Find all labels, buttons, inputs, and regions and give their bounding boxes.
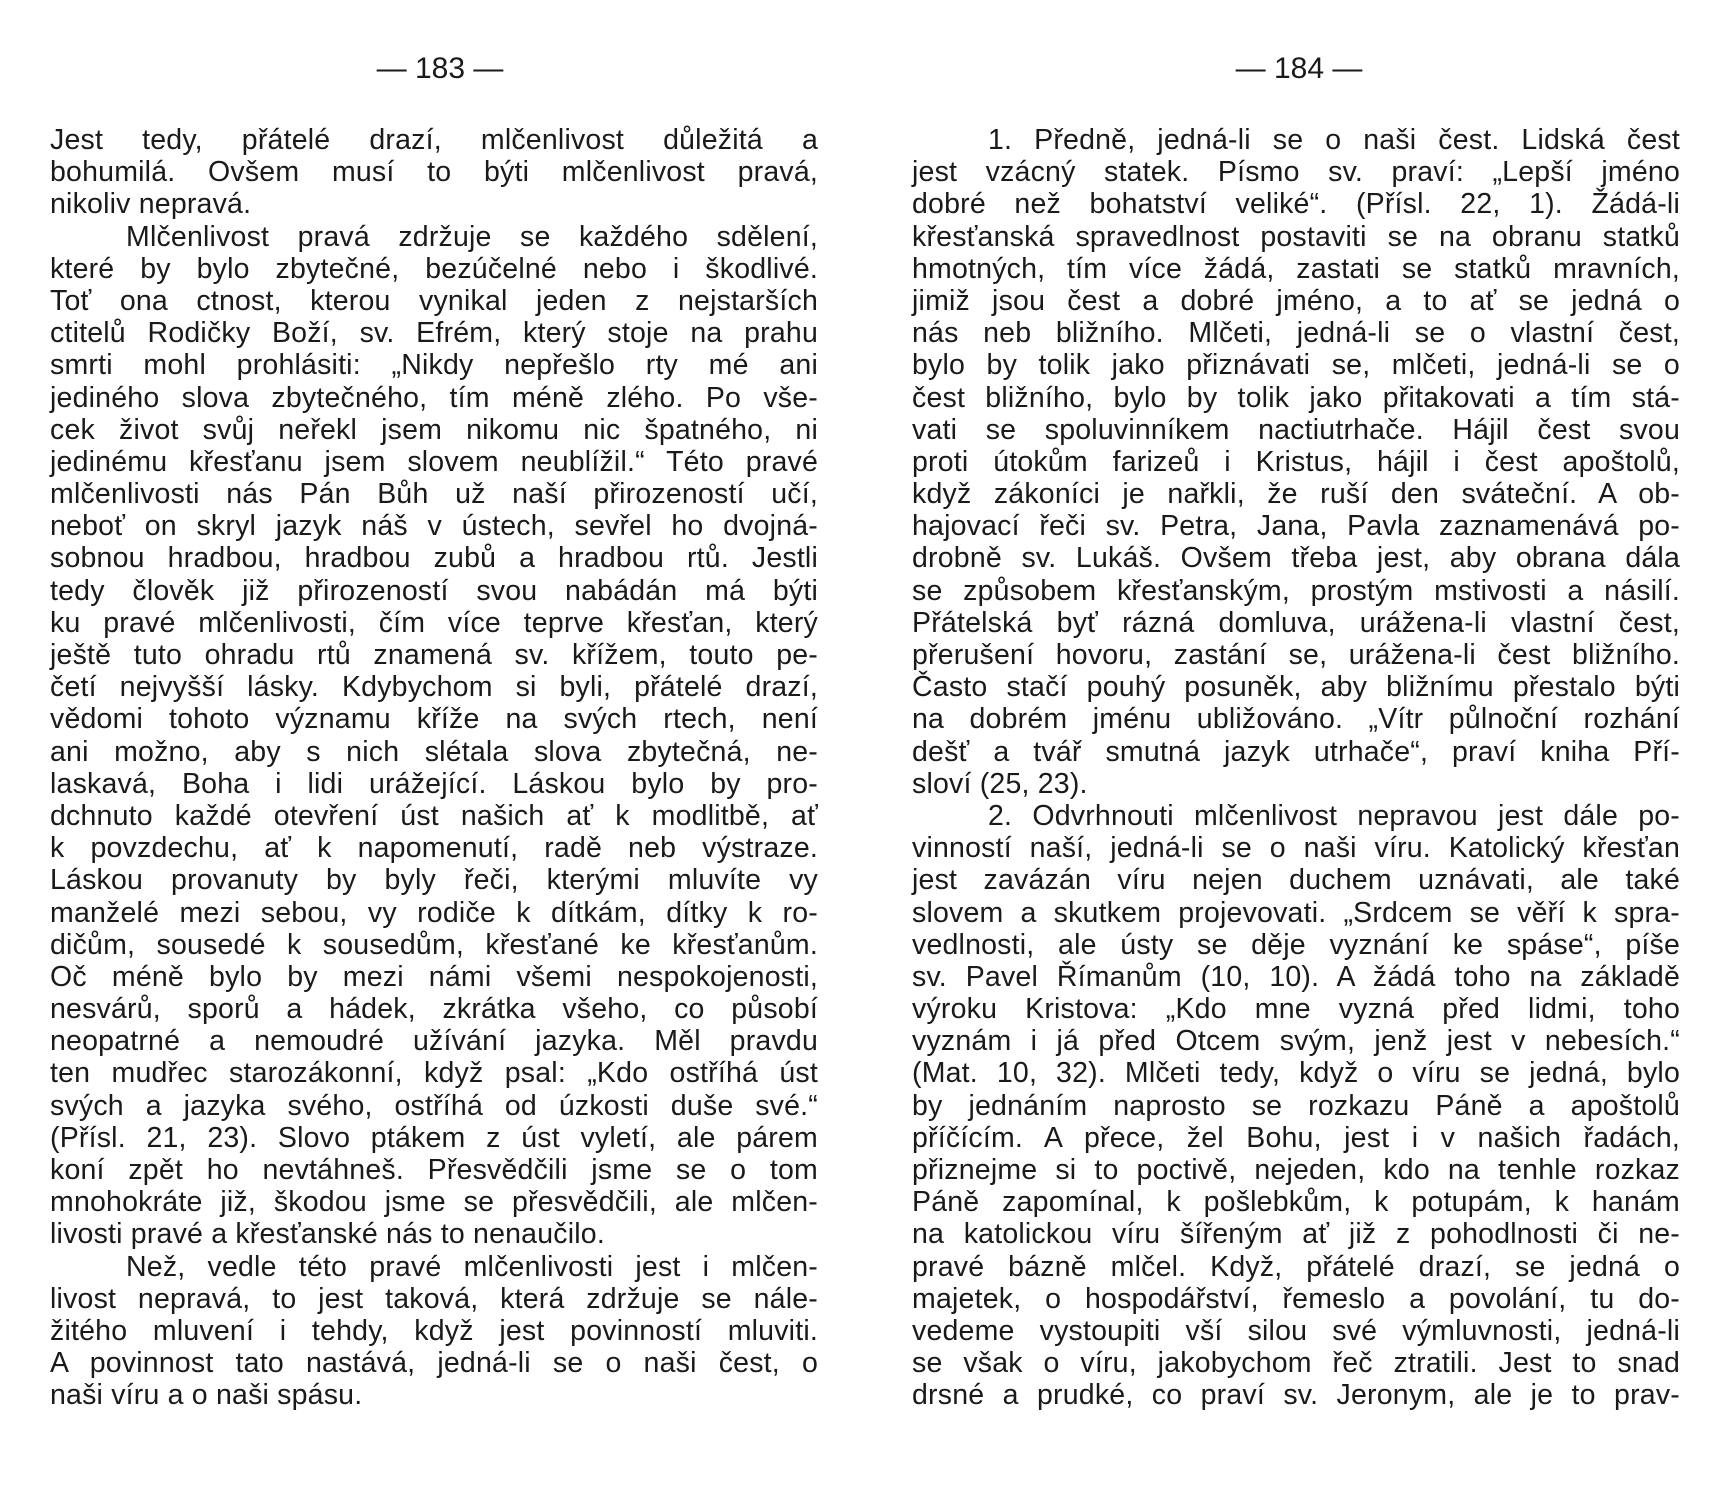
text-line: livost nepravá, to jest taková, která zdržuje se nále- bbox=[50, 1282, 818, 1315]
text-line: ten mudřec starozákonní, když psal: „Kdo ostříhá úst bbox=[50, 1057, 818, 1090]
text-line: přiznejme si to poctivě, nejeden, kdo na tenhle rozkaz bbox=[912, 1154, 1680, 1186]
text-line: ještě tuto ohradu rtů znamená sv. křížem, touto pe- bbox=[50, 639, 818, 671]
text-line: se však o víru, jakobychom řeč ztratili. Jest to snad bbox=[912, 1347, 1680, 1380]
text-line: ku pravé mlčenlivosti, čím více teprve křesťan, který bbox=[50, 606, 818, 639]
text-line: na dobrém jménu ubližováno. „Vítr půlnoční rozhání bbox=[912, 703, 1680, 736]
text-line: k povzdechu, ať k napomenutí, radě neb výstraze. bbox=[50, 832, 818, 865]
text-line: jest vzácný statek. Písmo sv. praví: „Lepší jméno bbox=[912, 156, 1680, 189]
left-page bbox=[50, 0, 818, 1412]
text-line: by jednáním naprosto se rozkazu Páně a apoštolů bbox=[912, 1089, 1680, 1122]
text-line: livosti pravé a křesťanské nás to nenaučilo. bbox=[50, 1218, 605, 1251]
text-line: nesvárů, sporů a hádek, zkrátka všeho, co působí bbox=[50, 993, 818, 1026]
text-line: sobnou hradbou, hradbou zubů a hradbou rtů. Jestli bbox=[50, 542, 818, 575]
text-line: na katolickou víru šířeným ať již z pohodlnosti či ne- bbox=[912, 1218, 1680, 1251]
text-line: které by bylo zbytečné, bezúčelné nebo i škodlivé. bbox=[50, 252, 818, 285]
text-line: Často stačí pouhý posuněk, aby bližnímu přestalo býti bbox=[912, 671, 1680, 704]
text-line: vati se spoluvinníkem nactiutrhače. Hájil čest svou bbox=[912, 413, 1680, 446]
text-line: drobně sv. Lukáš. Ovšem třeba jest, aby obrana dála bbox=[912, 542, 1680, 575]
text-line: Toť ona ctnost, kterou vynikal jeden z nejstarších bbox=[50, 284, 818, 317]
text-line: když zákoníci je nařkli, že ruší den sváteční. A ob- bbox=[912, 478, 1680, 511]
text-line: vedeme vystoupiti vší silou své výmluvnosti, jedná-li bbox=[912, 1314, 1680, 1347]
right-page-number: — 184 — bbox=[1235, 52, 1363, 85]
text-line: dobré než bohatství veliké“. (Přísl. 22, 1). Žádá-li bbox=[912, 188, 1680, 221]
text-line: bohumilá. Ovšem musí to býti mlčenlivost pravá, bbox=[50, 156, 818, 189]
text-line: žitého mluvení i tehdy, když jest povinností mluviti. bbox=[50, 1314, 818, 1347]
text-line: dičům, sousedé k sousedům, křesťané ke křesťanům. bbox=[50, 928, 818, 961]
text-line: příčícím. A přece, žel Bohu, jest i v našich řadách, bbox=[912, 1121, 1680, 1154]
text-line: neopatrné a nemoudré užívání jazyka. Měl pravdu bbox=[50, 1025, 818, 1058]
text-line: neboť on skryl jazyk náš v ústech, sevřel ho dvojná- bbox=[50, 510, 818, 543]
text-line: 1. Předně, jedná-li se o naši čest. Lidská čest bbox=[988, 124, 1680, 156]
text-line: četí nejvyšší lásky. Kdybychom si byli, přátelé drazí, bbox=[50, 671, 818, 704]
text-line: ani možno, aby s nich slétala slova zbytečná, ne- bbox=[50, 735, 818, 768]
text-line: jedinému křesťanu jsem slovem neublížil.“ Této pravé bbox=[50, 445, 818, 478]
text-line: vinností naší, jedná-li se o naši víru. Katolický křesťan bbox=[912, 832, 1680, 865]
text-line: hmotných, tím více žádá, zastati se statků mravních, bbox=[912, 252, 1680, 285]
text-line: sv. Pavel Římanům (10, 10). A žádá toho na základě bbox=[912, 960, 1680, 993]
text-line: se způsobem křesťanským, prostým mstivosti a násilí. bbox=[912, 574, 1680, 607]
text-line: dchnuto každé otevření úst našich ať k modlitbě, ať bbox=[50, 799, 818, 832]
text-line: vyznám i já před Otcem svým, jenž jest v nebesích.“ bbox=[912, 1025, 1680, 1058]
text-line: Oč méně bylo by mezi námi všemi nespokojenosti, bbox=[50, 960, 818, 993]
text-line: (Přísl. 21, 23). Slovo ptákem z úst vyletí, ale párem bbox=[50, 1121, 818, 1154]
text-line: vedlnosti, ale ústy se děje vyznání ke spáse“, píše bbox=[912, 928, 1680, 961]
text-line: cek život svůj neřekl jsem nikomu nic špatného, ni bbox=[50, 413, 818, 446]
text-line: tedy člověk již přirozeností svou nabádán má býti bbox=[50, 574, 818, 607]
text-line: nikoliv nepravá. bbox=[50, 188, 252, 221]
text-line: hajovací řeči sv. Petra, Jana, Pavla zaznamenává po- bbox=[912, 510, 1680, 543]
text-line: Než, vedle této pravé mlčenlivosti jest i mlčen- bbox=[126, 1250, 818, 1283]
text-line: mnohokráte již, škodou jsme se přesvědčili, ale mlčen- bbox=[50, 1186, 818, 1219]
text-line: koní zpět ho nevtáhneš. Přesvědčili jsme se o tom bbox=[50, 1154, 818, 1186]
text-line: bylo by tolik jako přiznávati se, mlčeti, jedná-li se o bbox=[912, 349, 1680, 382]
text-line: proti útokům farizeů i Kristus, hájil i čest apoštolů, bbox=[912, 445, 1680, 478]
text-line: jediného slova zbytečného, tím méně zlého. Po vše- bbox=[50, 381, 818, 414]
text-line: výroku Kristova: „Kdo mne vyzná před lidmi, toho bbox=[912, 993, 1680, 1026]
text-line: mlčenlivosti nás Pán Bůh už naší přirozeností učí, bbox=[50, 478, 818, 511]
text-line: smrti mohl prohlásiti: „Nikdy nepřešlo rty mé ani bbox=[50, 349, 818, 382]
text-line: naši víru a o naši spásu. bbox=[50, 1379, 363, 1412]
text-line: A povinnost tato nastává, jedná-li se o naši čest, o bbox=[50, 1347, 818, 1380]
text-line: ctitelů Rodičky Boží, sv. Efrém, který stoje na prahu bbox=[50, 317, 818, 350]
text-line: laskavá, Boha i lidi urážející. Láskou bylo by pro- bbox=[50, 767, 818, 800]
text-line: slovem a skutkem projevovati. „Srdcem se věří k spra- bbox=[912, 896, 1680, 929]
text-line: křesťanská spravedlnost postaviti se na obranu statků bbox=[912, 220, 1680, 253]
text-line: svých a jazyka svého, ostříhá od úzkosti duše své.“ bbox=[50, 1089, 818, 1122]
text-line: nás neb bližního. Mlčeti, jedná-li se o vlastní čest, bbox=[912, 317, 1680, 350]
text-line: dešť a tvář smutná jazyk utrhače“, praví kniha Pří- bbox=[912, 735, 1680, 768]
text-line: jest zavázán víru nejen duchem uznávati, ale také bbox=[912, 864, 1680, 897]
text-line: přerušení hovoru, zastání se, urážena-li čest bližního. bbox=[912, 639, 1680, 671]
text-line: čest bližního, bylo by tolik jako přitakovati a tím stá- bbox=[912, 381, 1680, 414]
text-line: pravé bázně mlčel. Když, přátelé drazí, se jedná o bbox=[912, 1250, 1680, 1283]
text-line: drsné a prudké, co praví sv. Jeronym, ale je to prav- bbox=[912, 1379, 1680, 1412]
right-page bbox=[912, 0, 1680, 1412]
text-line: Přátelská byť rázná domluva, urážena-li vlastní čest, bbox=[912, 606, 1680, 639]
text-line: Láskou provanuty by byly řeči, kterými mluvíte vy bbox=[50, 864, 818, 897]
text-line: Jest tedy, přátelé drazí, mlčenlivost důležitá a bbox=[50, 124, 818, 156]
text-line: sloví (25, 23). bbox=[912, 767, 1088, 800]
text-line: majetek, o hospodářství, řemeslo a povolání, tu do- bbox=[912, 1282, 1680, 1315]
text-line: manželé mezi sebou, vy rodiče k dítkám, dítky k ro- bbox=[50, 896, 818, 929]
text-line: 2. Odvrhnouti mlčenlivost nepravou jest dále po- bbox=[988, 799, 1680, 832]
text-line: jimiž jsou čest a dobré jméno, a to ať se jedná o bbox=[912, 284, 1680, 317]
text-line: (Mat. 10, 32). Mlčeti tedy, když o víru se jedná, bylo bbox=[912, 1057, 1680, 1090]
text-line: Páně zapomínal, k pošlebkům, k potupám, k hanám bbox=[912, 1186, 1680, 1219]
text-line: vědomi tohoto významu kříže na svých rtech, není bbox=[50, 703, 818, 736]
left-page-text bbox=[50, 124, 818, 1412]
text-line: Mlčenlivost pravá zdržuje se každého sdělení, bbox=[126, 220, 818, 253]
left-page-number: — 183 — bbox=[376, 52, 504, 85]
right-page-text bbox=[912, 124, 1680, 1412]
